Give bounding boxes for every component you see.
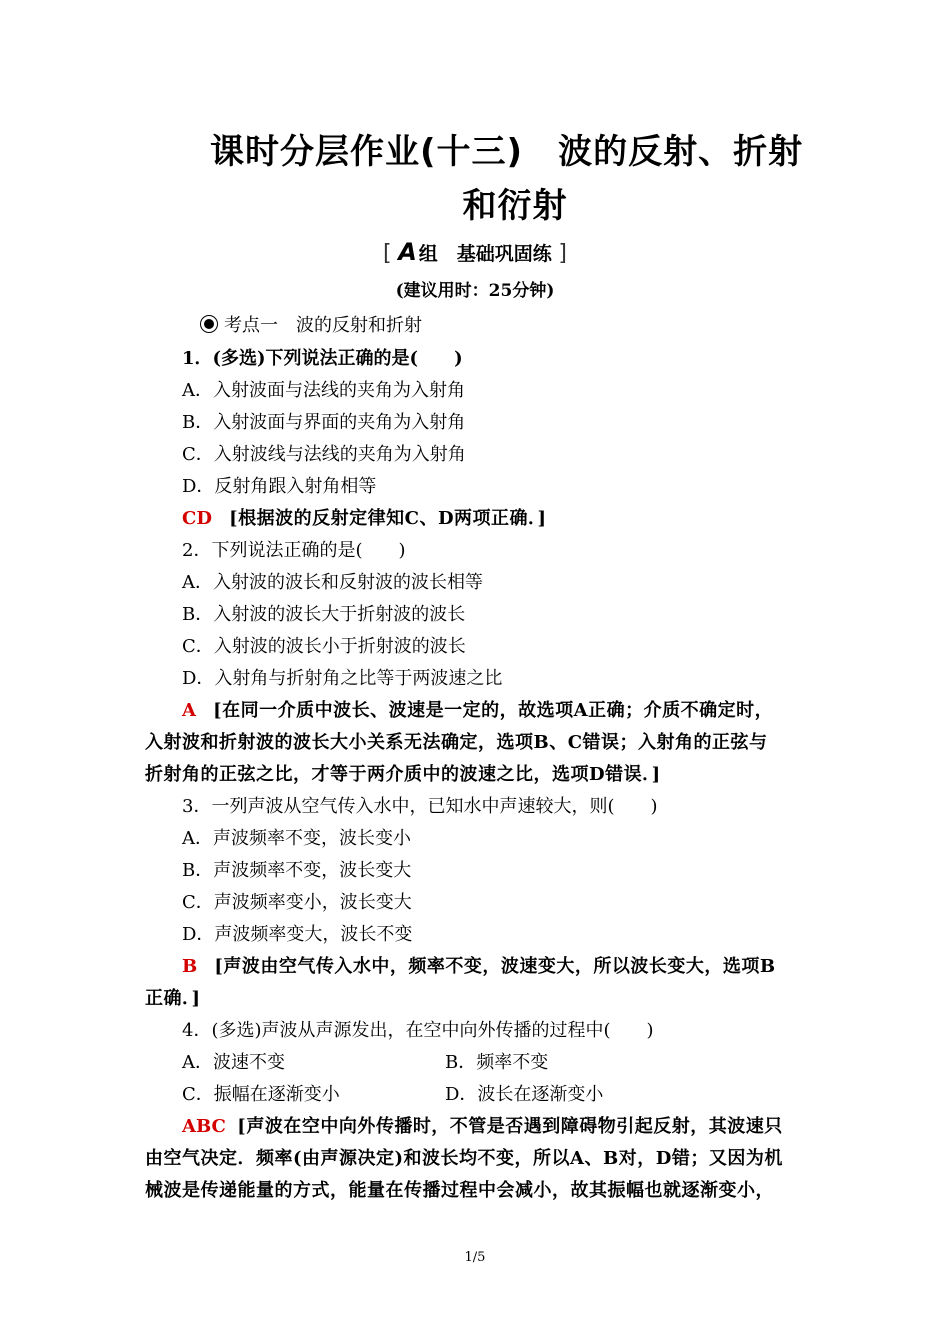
q2-answer: A — [182, 700, 196, 721]
q4-explanation-2: 由空气决定．频率(由声源决定)和波长均不变，所以A、B对，D错；又因为机 — [145, 1148, 783, 1169]
q3-answer: B — [182, 956, 198, 977]
q3-option-c: C．声波频率变小，波长变大 — [182, 892, 412, 913]
q3-option-a: A．声波频率不变，波长变小 — [182, 828, 411, 849]
section-label: 考点一 波的反射和折射 — [224, 315, 422, 336]
page-number: 1/5 — [464, 1250, 486, 1265]
q1-option-b: B．入射波面与界面的夹角为入射角 — [182, 412, 466, 433]
q2-explanation-1: [在同一介质中波长、波速是一定的，故选项A正确；介质不确定时， — [213, 700, 774, 721]
q1-option-c: C．入射波线与法线的夹角为入射角 — [182, 444, 466, 465]
q1-explanation: [根据波的反射定律知C、D两项正确．] — [229, 508, 547, 529]
suggested-time: (建议用时：25分钟) — [395, 281, 555, 301]
q3-explanation-2: 正确．] — [145, 988, 201, 1009]
q3-answer-line — [182, 955, 776, 979]
page-title-line1: 课时分层作业(十三) 波的反射、折射 — [210, 132, 804, 172]
q1-answer: CD — [182, 508, 212, 529]
q1-option-a: A．入射波面与法线的夹角为入射角 — [182, 380, 465, 401]
q1-option-d: D．反射角跟入射角相等 — [182, 476, 377, 497]
bullet-icon — [200, 315, 218, 333]
group-label: 组 基础巩固练 — [418, 243, 552, 265]
bracket-left: [ — [382, 241, 392, 266]
q4-option-b: B．频率不变 — [445, 1052, 549, 1073]
group-letter: A — [398, 238, 417, 266]
q4-option-d: D．波长在逐渐变小 — [445, 1084, 604, 1105]
q3-option-b: B．声波频率不变，波长变大 — [182, 860, 412, 881]
q2-answer-line — [182, 699, 773, 723]
q4-option-a: A．波速不变 — [182, 1052, 285, 1073]
group-heading — [0, 238, 950, 266]
q2-option-b: B．入射波的波长大于折射波的波长 — [182, 604, 466, 625]
bracket-right: ] — [558, 241, 568, 266]
page-title-line2: 和衍射 — [462, 186, 568, 226]
q2-option-d: D．入射角与折射角之比等于两波速之比 — [182, 668, 503, 689]
q4-stem: 4．(多选)声波从声源发出，在空中向外传播的过程中( ) — [182, 1020, 654, 1041]
q4-answer-line — [182, 1115, 783, 1139]
q4-explanation-3: 械波是传递能量的方式，能量在传播过程中会减小，故其振幅也就逐渐变小， — [145, 1180, 774, 1201]
q2-stem: 2．下列说法正确的是( ) — [182, 540, 406, 561]
q2-explanation-3: 折射角的正弦之比，才等于两介质中的波速之比，选项D错误．] — [145, 764, 661, 785]
q4-answer: ABC — [182, 1116, 226, 1137]
q1-answer-line — [182, 507, 547, 531]
q4-option-c: C．振幅在逐渐变小 — [182, 1084, 340, 1105]
q1-stem: 1．(多选)下列说法正确的是( ) — [182, 348, 463, 369]
q2-option-a: A．入射波的波长和反射波的波长相等 — [182, 572, 483, 593]
q3-explanation-1: [声波由空气传入水中，频率不变，波速变大，所以波长变大，选项B — [214, 956, 776, 977]
q2-explanation-2: 入射波和折射波的波长大小关系无法确定，选项B、C错误；入射角的正弦与 — [145, 732, 768, 753]
q4-explanation-1: [声波在空中向外传播时，不管是否遇到障碍物引起反射，其波速只 — [237, 1116, 783, 1137]
q3-stem: 3．一列声波从空气传入水中，已知水中声速较大，则( ) — [182, 796, 658, 817]
section-heading — [200, 314, 422, 338]
q2-option-c: C．入射波的波长小于折射波的波长 — [182, 636, 466, 657]
q3-option-d: D．声波频率变大，波长不变 — [182, 924, 413, 945]
